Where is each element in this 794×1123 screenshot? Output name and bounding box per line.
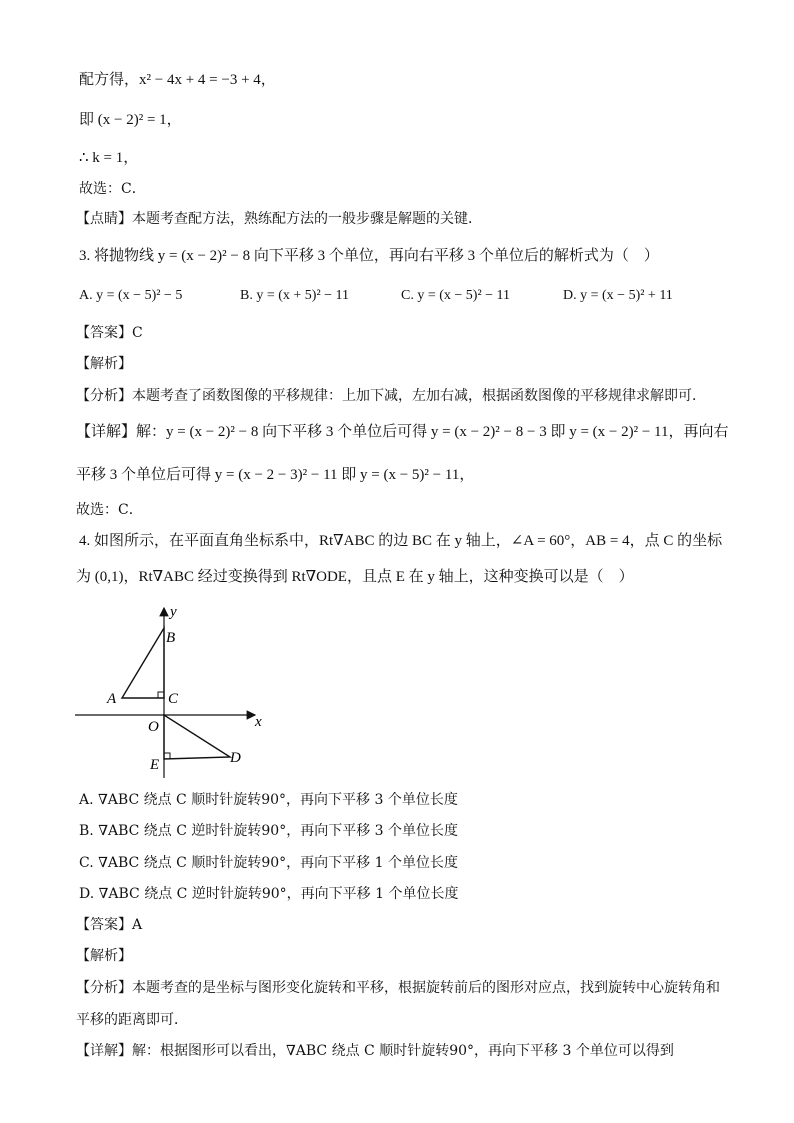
analysis-text: 平移的距离即可． [76, 1012, 188, 1028]
label-a: A [107, 691, 117, 707]
label-b: B [166, 630, 176, 646]
question-3: 3. 将抛物线 y = (x − 2)² − 8 向下平移 3 个单位，再向右平移 3 个单位后的解析式为（ ） [79, 248, 659, 264]
answer-label: 【答案】A [76, 917, 143, 933]
option-d: D. ∇ABC 绕点 C 逆时针旋转90°，再向下平移 1 个单位长度 [79, 886, 459, 902]
question-4-cont: 为 (0,1)，Rt∇ABC 经过变换得到 Rt∇ODE，且点 E 在 y 轴上，这种变换可以是（ ） [76, 569, 634, 585]
analysis-label: 【解析】 [76, 356, 132, 372]
triangle-abc [122, 628, 164, 698]
analysis-label: 【解析】 [76, 948, 132, 964]
option-d: D. y = (x − 5)² + 11 [563, 288, 673, 303]
detail-text: 平移 3 个单位后可得 y = (x − 2 − 3)² − 11 即 y = (x − 5)² − 11， [76, 467, 475, 483]
remark-line: 【点睛】本题考查配方法，熟练配方法的一般步骤是解题的关键． [76, 211, 482, 227]
option-b: B. ∇ABC 绕点 C 逆时针旋转90°，再向下平移 3 个单位长度 [79, 823, 459, 839]
text-line: 配方得，x² − 4x + 4 = −3 + 4， [79, 72, 276, 88]
text-line: ∴ k = 1， [79, 150, 139, 166]
option-c: C. ∇ABC 绕点 C 顺时针旋转90°，再向下平移 1 个单位长度 [79, 855, 458, 871]
label-c: C [168, 691, 179, 707]
option-b: B. y = (x + 5)² − 11 [240, 288, 350, 303]
label-o: O [148, 719, 159, 735]
label-e: E [150, 757, 160, 773]
option-c: C. y = (x − 5)² − 11 [401, 288, 511, 303]
text-line: 即 (x − 2)² = 1， [79, 112, 182, 128]
analysis-text: 【分析】本题考查的是坐标与图形变化旋转和平移，根据旋转前后的图形对应点，找到旋转中心旋转角和 [76, 980, 720, 996]
right-angle-c [158, 692, 164, 698]
text-line: 故选：C． [79, 181, 146, 197]
triangle-ode [164, 715, 230, 759]
coordinate-figure [70, 600, 270, 780]
label-x: x [255, 714, 262, 730]
detail-text: 【详解】解：根据图形可以看出，∇ABC 绕点 C 顺时针旋转90°，再向下平移 3 个单位可以得到 [76, 1043, 674, 1059]
option-a: A. ∇ABC 绕点 C 顺时针旋转90°，再向下平移 3 个单位长度 [79, 792, 458, 808]
option-a: A. y = (x − 5)² − 5 [79, 288, 183, 303]
detail-text: 【详解】解：y = (x − 2)² − 8 向下平移 3 个单位后可得 y = (x − 2)² − 8 − 3 即 y = (x − 2)² − 11，再向右 [76, 424, 729, 440]
answer-label: 【答案】C [76, 325, 143, 341]
right-angle-e [164, 753, 170, 759]
question-4: 4. 如图所示，在平面直角坐标系中，Rt∇ABC 的边 BC 在 y 轴上，∠A = 60°，AB = 4，点 C 的坐标 [79, 533, 723, 549]
label-d: D [230, 750, 241, 766]
label-y: y [170, 604, 177, 620]
choice-line: 故选：C． [76, 502, 143, 518]
analysis-text: 【分析】本题考查了函数图像的平移规律：上加下减，左加右减，根据函数图像的平移规律求解即可． [76, 388, 706, 404]
